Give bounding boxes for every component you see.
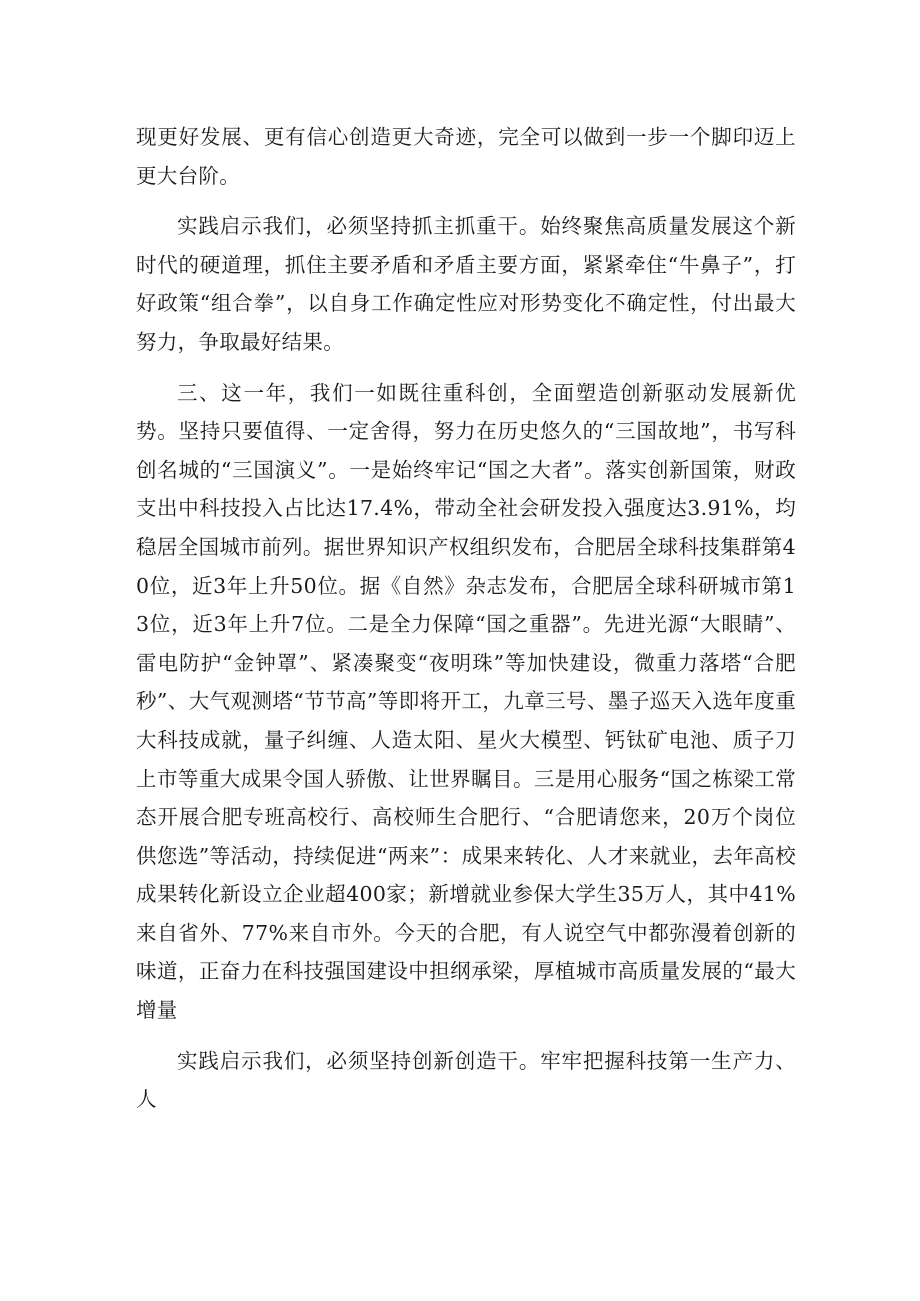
document-body [136,118,796,1121]
paragraph-gap [136,197,796,207]
paragraph-gap [136,1032,796,1042]
paragraph-continuation: 现更好发展、更有信心创造更大奇迹，完全可以做到一步一个脚印迈上更大台阶。 [136,125,796,188]
paragraph-section-three: 三、这一年，我们一如既往重科创，全面塑造创新驱动发展新优势。坚持只要值得、一定舍得，努力在历史悠久的“三国故地”，书写科创名城的“三国演义”。一是始终牢记“国之大者”。落实创新国策，财政支出中科技投入占比达17.4%，带动全社会研发投入强度达3.91%，均稳居全国城市前列。据世界知识产权组织发布，合肥居全球科技集群第40位，近3年上升50位。据《自然》杂志发布，合肥居全球科研城市第13位，近3年上升7位。二是全力保障“国之重器”。先进光源“大眼睛”、雷电防护“金钟罩”、紧凑聚变“夜明珠”等加快建设，微重力落塔“合肥秒”、大气观测塔“节节高”等即将开工，九章三号、墨子巡天入选年度重大科技成就，量子纠缠、人造太阳、星火大模型、钙钛矿电池、质子刀上市等重大成果令国人骄傲、让世界瞩目。三是用心服务“国之栋梁工常态开展合肥专班高校行、高校师生合肥行、“合肥请您来，20万个岗位供您选”等活动，持续促进“两来”：成果来转化、人才来就业，去年高校成果转化新设立企业超400家；新增就业参保大学生35万人，其中41%来自省外、77%来自市外。今天的合肥，有人说空气中都弥漫着创新的味道，正奋力在科技强国建设中担纲承梁，厚植城市高质量发展的“最大增量 [136,380,796,1023]
paragraph-practice-lesson-2: 实践启示我们，必须坚持创新创造干。牢牢把握科技第一生产力、人 [136,1048,796,1112]
paragraph-gap [136,364,796,374]
paragraph-practice-lesson-1: 实践启示我们，必须坚持抓主抓重干。始终聚焦高质量发展这个新时代的硬道理，抓住主要矛盾和矛盾主要方面，紧紧牵住“牛鼻子”，打好政策“组合拳”，以自身工作确定性应对形势变化不确定性，付出最大努力，争取最好结果。 [136,214,796,354]
